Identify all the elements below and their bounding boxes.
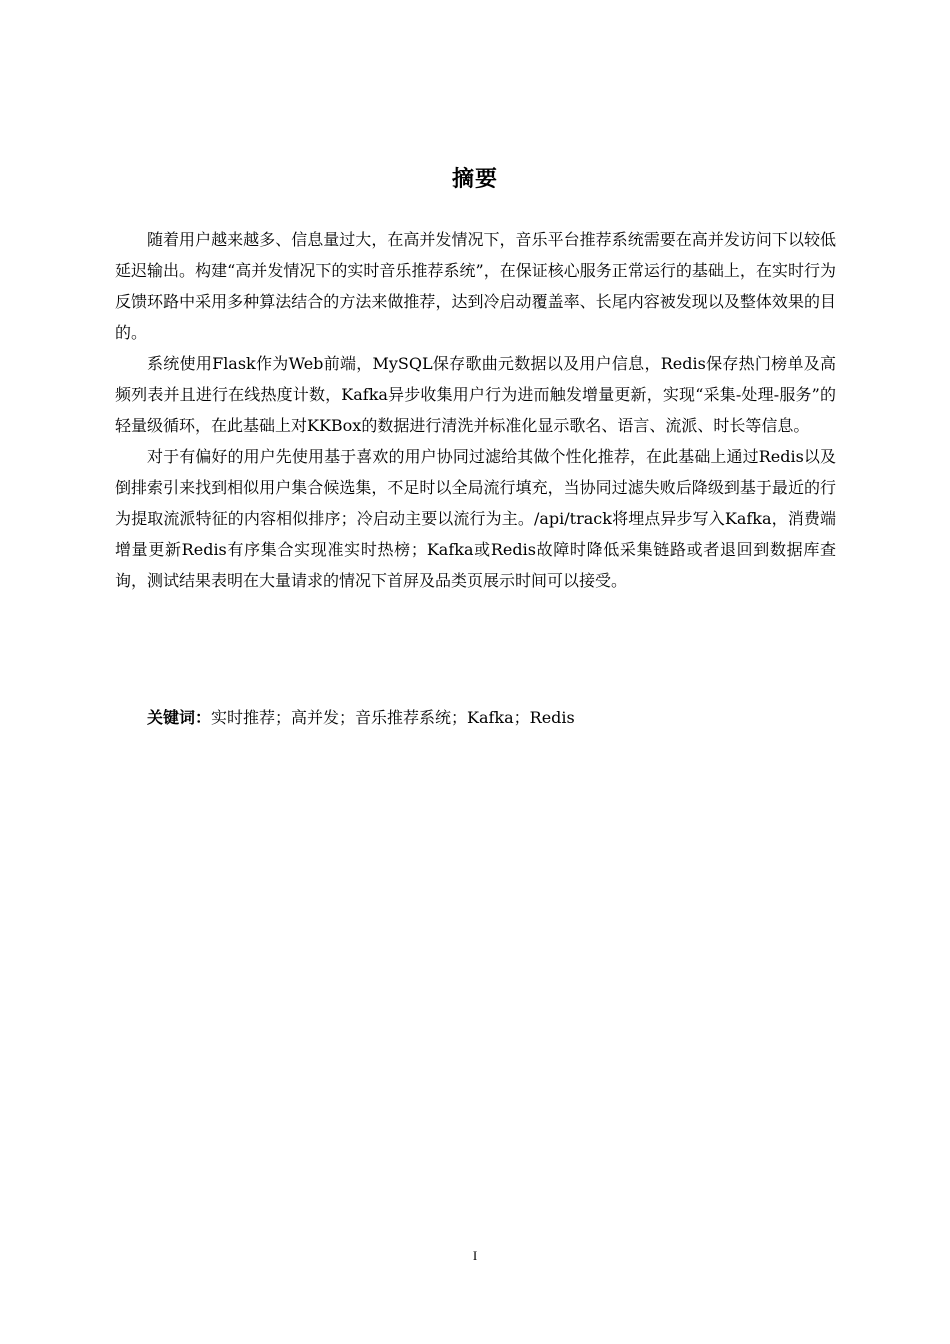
abstract-paragraph: 随着用户越来越多、信息量过大，在高并发情况下，音乐平台推荐系统需要在高并发访问下以较低延迟输出。构建“高并发情况下的实时音乐推荐系统”，在保证核心服务正常运行的基础上，在实时行为反馈环路中采用多种算法结合的方法来做推荐，达到冷启动覆盖率、长尾内容被发现以及整体效果的目的。: [115, 230, 836, 342]
abstract-paragraph: 对于有偏好的用户先使用基于喜欢的用户协同过滤给其做个性化推荐，在此基础上通过Redis以及倒排索引来找到相似用户集合候选集，不足时以全局流行填充，当协同过滤失败后降级到基于最近的行为提取流派特征的内容相似排序；冷启动主要以流行为主。/api/track将埋点异步写入Kafka，消费端增量更新Redis有序集合实现准实时热榜；Kafka或Redis故障时降低采集链路或者退回到数据库查询，测试结果表明在大量请求的情况下首屏及品类页展示时间可以接受。: [115, 447, 836, 590]
abstract-body: [115, 224, 836, 596]
page-number: I: [472, 1248, 478, 1263]
abstract-paragraph: 系统使用Flask作为Web前端，MySQL保存歌曲元数据以及用户信息，Redis保存热门榜单及高频列表并且进行在线热度计数，Kafka异步收集用户行为进而触发增量更新，实现“采集-处理-服务”的轻量级循环，在此基础上对KKBox的数据进行清洗并标准化显示歌名、语言、流派、时长等信息。: [115, 354, 836, 435]
keywords-text: 实时推荐；高并发；音乐推荐系统；Kafka；Redis: [211, 708, 575, 727]
keywords-label: 关键词：: [147, 708, 212, 727]
page-title: 摘要: [451, 167, 498, 192]
keywords-line: [147, 702, 575, 733]
